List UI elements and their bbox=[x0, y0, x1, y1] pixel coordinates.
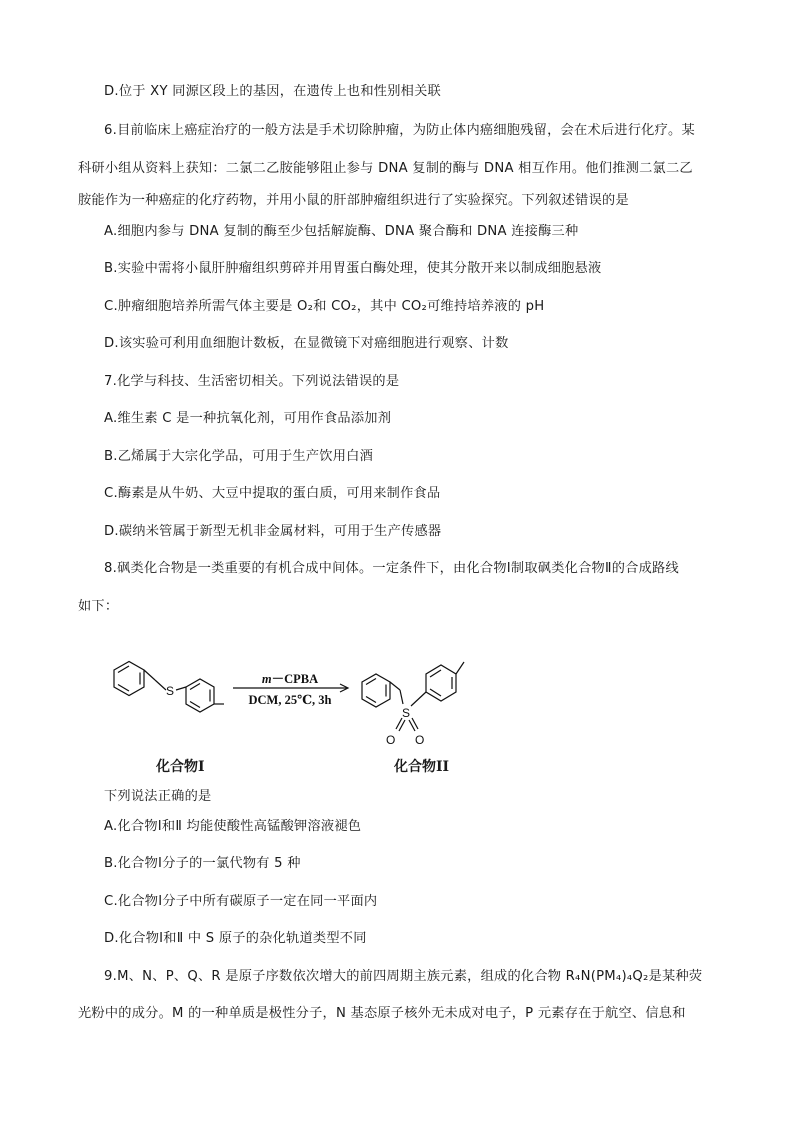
q6-option-d: D.该实验可利用血细胞计数板，在显微镜下对癌细胞进行观察、计数 bbox=[104, 336, 509, 351]
q7-option-d: D.碳纳米管属于新型无机非金属材料，可用于生产传感器 bbox=[104, 524, 442, 539]
q6-stem-line-1: 6.目前临床上癌症治疗的一般方法是手术切除肿瘤，为防止体内癌细胞残留，会在术后进行化疗。某 bbox=[104, 123, 695, 138]
q6-option-c: C.肿瘤细胞培养所需气体主要是 O₂和 CO₂，其中 CO₂可维持培养液的 pH bbox=[104, 299, 545, 314]
reagent-label-rest: －CPBA bbox=[271, 672, 319, 686]
reagent-label-italic: m bbox=[261, 672, 272, 686]
q7-option-b: B.乙烯属于大宗化学品，可用于生产饮用白酒 bbox=[104, 449, 374, 464]
compound-i-label: 化合物I bbox=[156, 759, 205, 775]
q7-stem: 7.化学与科技、生活密切相关。下列说法错误的是 bbox=[104, 374, 400, 389]
q8-option-d: D.化合物Ⅰ和Ⅱ 中 S 原子的杂化轨道类型不同 bbox=[104, 931, 367, 946]
q8-option-c: C.化合物Ⅰ分子中所有碳原子一定在同一平面内 bbox=[104, 894, 378, 909]
q8-option-a: A.化合物Ⅰ和Ⅱ 均能使酸性高锰酸钾溶液褪色 bbox=[104, 819, 362, 834]
q9-stem-line-2: 光粉中的成分。M 的一种单质是极性分子，N 基态原子核外无未成对电子，P 元素存在于航空、信息和 bbox=[78, 1006, 686, 1021]
reagent-label bbox=[262, 672, 318, 686]
compound-i-sulfur-atom: S bbox=[166, 684, 175, 698]
q6-option-b: B.实验中需将小鼠肝肿瘤组织剪碎并用胃蛋白酶处理，使其分散开来以制成细胞悬液 bbox=[104, 261, 602, 276]
q8-stem-line-1: 8.砜类化合物是一类重要的有机合成中间体。一定条件下，由化合物Ⅰ制取砜类化合物Ⅱ的合成路线 bbox=[104, 561, 679, 576]
compound-ii-oxygen-atom-2: O bbox=[415, 733, 425, 747]
compound-ii-sulfur-atom: S bbox=[402, 706, 411, 720]
compound-ii-label: 化合物II bbox=[394, 759, 450, 775]
q8-stem-line-2: 如下： bbox=[78, 599, 119, 614]
q9-stem-line-1: 9.M、N、P、Q、R 是原子序数依次增大的前四周期主族元素，组成的化合物 R₄N(PM₄)₄Q₂是某种荧 bbox=[104, 969, 703, 984]
q5-option-d: D.位于 XY 同源区段上的基因，在遗传上也和性别相关联 bbox=[104, 84, 441, 99]
q8-option-b: B.化合物Ⅰ分子的一氯代物有 5 种 bbox=[104, 856, 301, 871]
compound-ii-oxygen-atom-1: O bbox=[386, 733, 396, 747]
q8-question: 下列说法正确的是 bbox=[104, 789, 212, 804]
reaction-scheme bbox=[100, 650, 480, 780]
q7-option-a: A.维生素 C 是一种抗氧化剂，可用作食品添加剂 bbox=[104, 411, 392, 426]
q6-option-a: A.细胞内参与 DNA 复制的酶至少包括解旋酶、DNA 聚合酶和 DNA 连接酶三种 bbox=[104, 224, 579, 239]
q6-stem-line-2: 科研小组从资料上获知：二氯二乙胺能够阻止参与 DNA 复制的酶与 DNA 相互作用。他们推测二氯二乙 bbox=[78, 161, 693, 176]
q6-stem-line-3: 胺能作为一种癌症的化疗药物，并用小鼠的肝部肿瘤组织进行了实验探究。下列叙述错误的是 bbox=[78, 193, 629, 208]
reaction-conditions-label: DCM, 25℃, 3h bbox=[248, 693, 332, 707]
q7-option-c: C.酶素是从牛奶、大豆中提取的蛋白质，可用来制作食品 bbox=[104, 486, 441, 501]
